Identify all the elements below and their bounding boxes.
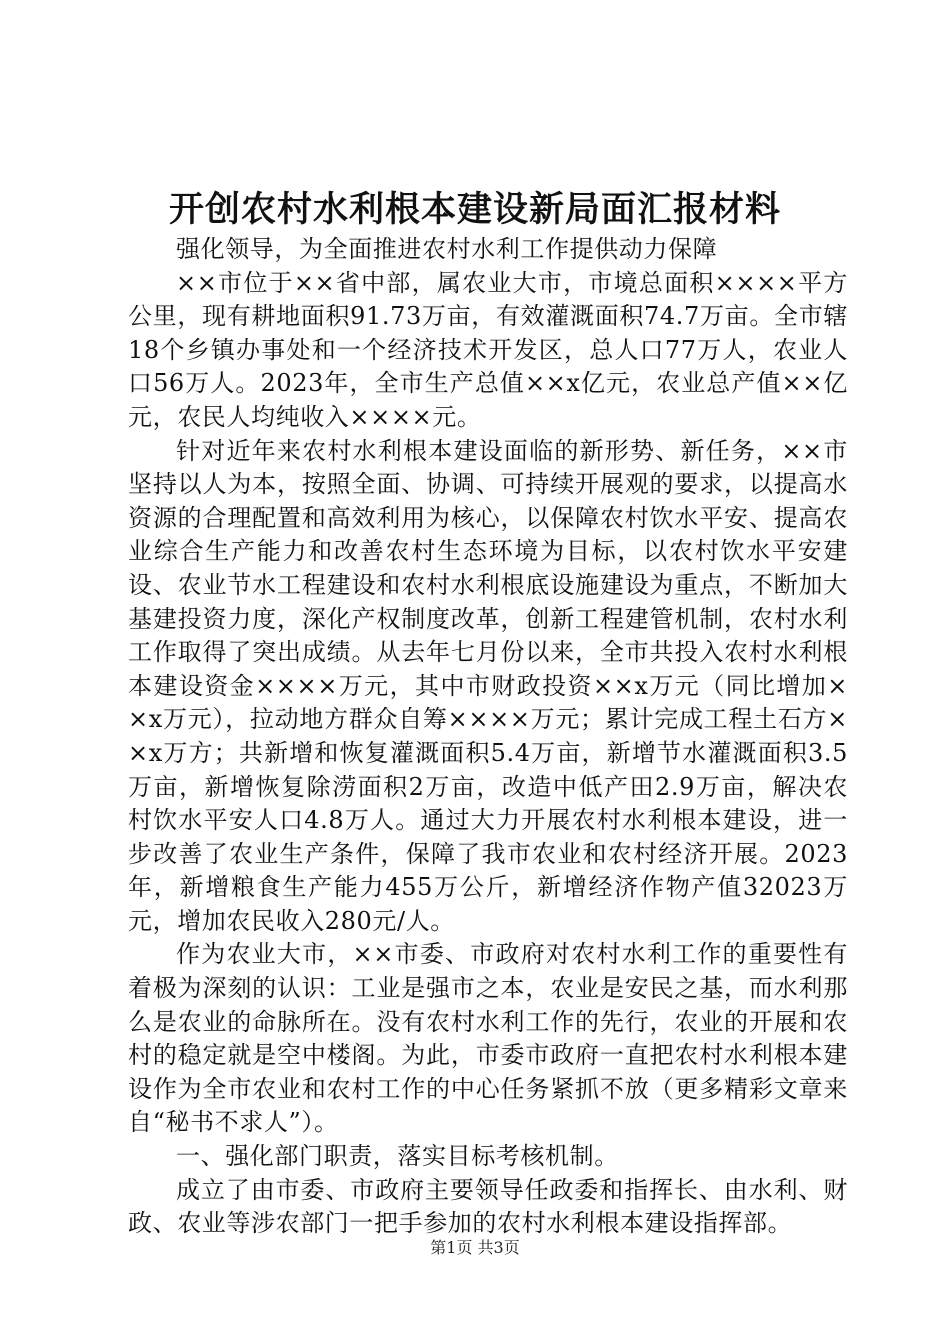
section-heading-leadership: 强化领导，为全面推进农村水利工作提供动力保障 <box>176 235 718 263</box>
paragraph-command-center: 成立了由市委、市政府主要领导任政委和指挥长、由水利、财政、农业等涉农部门一把手参加的农村水利根本建设指挥部。 <box>128 1175 848 1238</box>
document-title: 开创农村水利根本建设新局面汇报材料 <box>168 190 781 230</box>
page-number-footer: 第1页 共3页 <box>430 1238 520 1257</box>
paragraph-construction-achievements: 针对近年来农村水利根本建设面临的新形势、新任务，××市坚持以人为本，按照全面、协调、可持续开展观的要求，以提高水资源的合理配置和高效利用为核心，以保障农村饮水平安、提高农业综合生产能力和改善农村生态环境为目标，以农村饮水平安建设、农业节水工程建设和农村水利根底设施建设为重点，不断加大基建投资力度，深化产权制度改革，创新工程建管机制，农村水利工作取得了突出成绩。从去年七月份以来，全市共投入农村水利根本建设资金××××万元，其中市财政投资××x万元（同比增加××x万元），拉动地方群众自筹××××万元；累计完成工程土石方××x万方；共新增和恢复灌溉面积5.4万亩，新增节水灌溉面积3.5万亩，新增恢复除涝面积2万亩，改造中低产田2.9万亩，解决农村饮水平安人口4.8万人。通过大力开展农村水利根本建设，进一步改善了农业生产条件，保障了我市农业和农村经济开展。2023年，新增粮食生产能力455万公斤，新增经济作物产值32023万元，增加农民收入280元/人。 <box>128 436 848 935</box>
paragraph-importance: 作为农业大市，××市委、市政府对农村水利工作的重要性有着极为深刻的认识：工业是强市之本，农业是安民之基，而水利那么是农业的命脉所在。没有农村水利工作的先行，农业的开展和农村的稳定就是空中楼阁。为此，市委市政府一直把农村水利根本建设作为全市农业和农村工作的中心任务紧抓不放（更多精彩文章来自“秘书不求人”）。 <box>128 940 848 1137</box>
section-heading-responsibility: 一、强化部门职责，落实目标考核机制。 <box>176 1142 619 1171</box>
document-body <box>128 233 848 1241</box>
paragraph-city-overview: ××市位于××省中部，属农业大市，市境总面积××××平方公里，现有耕地面积91.73万亩，有效灌溉面积74.7万亩。全市辖18个乡镇办事处和一个经济技术开发区，总人口77万人，农业人口56万人。2023年，全市生产总值××x亿元，农业总产值××亿元，农民人均纯收入××××元。 <box>128 268 848 431</box>
